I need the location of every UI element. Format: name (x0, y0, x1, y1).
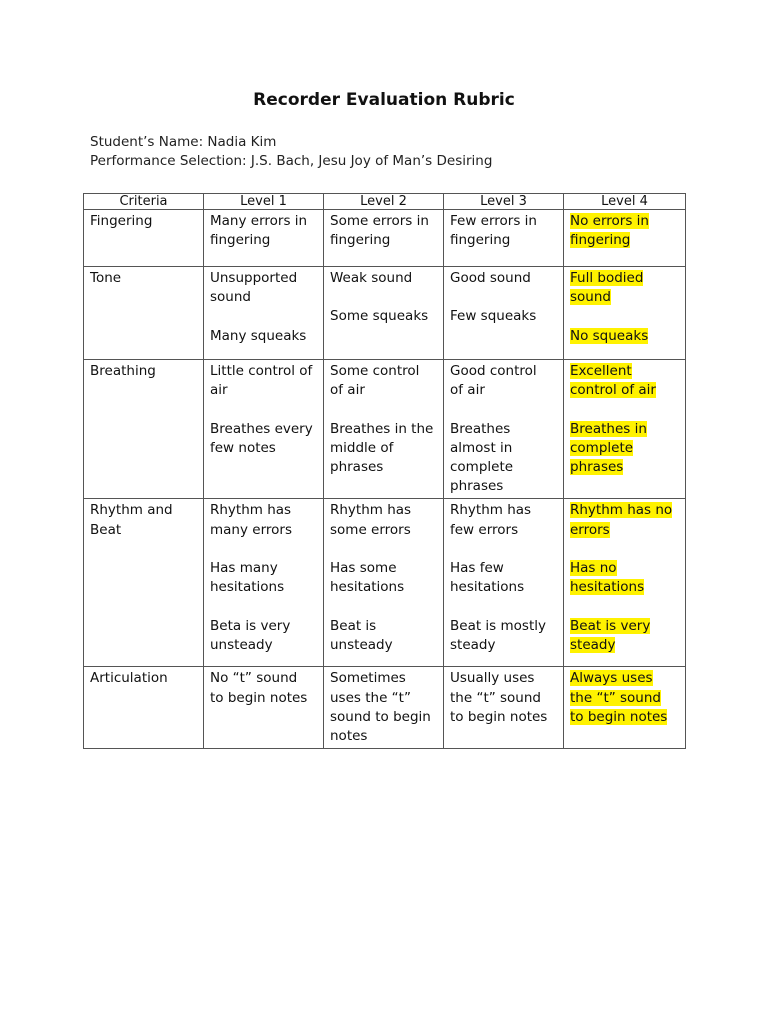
cell-text: many errors (210, 521, 292, 538)
cell-line (570, 578, 683, 597)
blank-line (450, 597, 561, 616)
cell-line (570, 212, 683, 231)
cell-line (330, 636, 441, 655)
cell-line (570, 439, 683, 458)
blank-line (330, 597, 441, 616)
cell-text: Beat is very (570, 617, 651, 634)
cell-line (210, 381, 321, 400)
cell-text: No errors in (570, 213, 649, 229)
header-level-3: Level 3 (444, 194, 564, 210)
cell-text: Excellent (570, 363, 632, 379)
cell-line (570, 458, 683, 477)
table-row-rhythm-and-beat (84, 499, 686, 667)
cell-line (450, 362, 561, 381)
blank-line (330, 400, 441, 419)
cell-text: Breathes every (210, 420, 313, 437)
blank-line (450, 288, 561, 307)
performance-selection-line: Performance Selection: J.S. Bach, Jesu Joy of Man’s Desiring (90, 153, 493, 169)
cell-text: phrases (570, 459, 624, 475)
document-title: Recorder Evaluation Rubric (253, 90, 515, 110)
blank-line (570, 597, 683, 616)
table-row-articulation (84, 667, 686, 749)
cell-text: Always uses (570, 670, 653, 687)
cell-line (570, 669, 683, 688)
header-level-1: Level 1 (204, 194, 324, 210)
cell-line (210, 521, 321, 540)
cell-text: Has no (570, 560, 617, 576)
table-row-tone (84, 267, 686, 360)
level-3-cell (444, 360, 564, 499)
blank-line (210, 597, 321, 616)
cell-text: to begin notes (450, 708, 548, 725)
cell-text: errors (570, 521, 610, 538)
cell-text: phrases (450, 478, 504, 495)
cell-text: fingering (450, 232, 511, 249)
table-row-fingering (84, 210, 686, 267)
cell-text: control of air (570, 382, 656, 399)
cell-text: Breathes in (570, 420, 647, 437)
level-3-cell (444, 267, 564, 360)
cell-line (210, 578, 321, 597)
cell-line (450, 307, 561, 326)
cell-text: Sometimes (330, 670, 406, 687)
cell-text: the “t” sound (570, 689, 661, 706)
level-4-cell (564, 267, 686, 360)
cell-line (570, 362, 683, 381)
cell-text: Many squeaks (210, 327, 307, 344)
cell-line (450, 212, 561, 231)
cell-line (450, 708, 561, 727)
cell-text: hesitations (450, 579, 525, 596)
cell-text: Few errors in (450, 213, 537, 229)
cell-text: hesitations (210, 579, 285, 596)
cell-line (210, 636, 321, 655)
cell-text: middle of (330, 439, 394, 456)
cell-line (570, 521, 683, 540)
criteria-cell (84, 267, 204, 360)
cell-line (90, 669, 201, 688)
cell-line (570, 269, 683, 288)
level-2-cell (324, 210, 444, 267)
cell-line (450, 559, 561, 578)
cell-line (330, 708, 441, 727)
cell-line (570, 689, 683, 708)
cell-text: sound to begin (330, 708, 431, 725)
cell-line (90, 362, 201, 381)
criteria-cell (84, 360, 204, 499)
cell-text: few notes (210, 439, 276, 456)
cell-text: complete (450, 459, 514, 475)
header-criteria: Criteria (84, 194, 204, 210)
cell-line (450, 439, 561, 458)
cell-text: Beat is mostly (450, 617, 546, 634)
cell-text: Rhythm has (450, 502, 532, 519)
cell-line (210, 327, 321, 346)
cell-text: Usually uses (450, 670, 535, 687)
cell-text: Beta is very (210, 617, 291, 634)
cell-text: some errors (330, 521, 411, 538)
cell-line (210, 231, 321, 250)
cell-text: to begin notes (570, 708, 668, 725)
cell-line (450, 617, 561, 636)
cell-line (570, 617, 683, 636)
cell-line (330, 212, 441, 231)
blank-line (330, 288, 441, 307)
cell-text: phrases (330, 459, 384, 475)
cell-text: Has some (330, 560, 397, 576)
cell-line (330, 381, 441, 400)
cell-line (570, 288, 683, 307)
cell-text: uses the “t” (330, 689, 411, 706)
cell-line (330, 458, 441, 477)
cell-text: of air (330, 382, 365, 399)
level-4-cell (564, 210, 686, 267)
cell-text: the “t” sound (450, 689, 541, 706)
cell-line (330, 231, 441, 250)
cell-text: to begin notes (210, 689, 308, 706)
criteria-cell (84, 499, 204, 667)
blank-line (570, 307, 683, 326)
cell-text: steady (450, 636, 496, 653)
level-3-cell (444, 499, 564, 667)
cell-text: Beat is (330, 617, 377, 634)
level-2-cell (324, 667, 444, 749)
cell-text: Weak sound (330, 270, 413, 286)
cell-text: air (210, 382, 228, 399)
cell-text: fingering (210, 232, 271, 249)
cell-line (450, 477, 561, 496)
cell-line (210, 212, 321, 231)
cell-text: Few squeaks (450, 308, 537, 325)
cell-line (90, 269, 201, 288)
cell-line (330, 559, 441, 578)
cell-line (570, 501, 683, 520)
cell-text: unsteady (210, 636, 273, 653)
cell-line (450, 231, 561, 250)
criteria-cell (84, 210, 204, 267)
blank-line (570, 540, 683, 559)
table-row-breathing (84, 360, 686, 499)
cell-text: hesitations (570, 579, 645, 596)
cell-text: Tone (90, 270, 122, 286)
cell-text: Has many (210, 560, 278, 576)
cell-text: Breathes in the (330, 420, 434, 437)
cell-text: sound (570, 289, 611, 306)
level-3-cell (444, 210, 564, 267)
cell-text: Some control (330, 363, 420, 379)
cell-line (450, 689, 561, 708)
cell-text: notes (330, 728, 368, 745)
cell-text: Good sound (450, 270, 531, 286)
cell-text: Fingering (90, 213, 153, 229)
cell-text: of air (450, 382, 485, 399)
header-level-4: Level 4 (564, 194, 686, 210)
cell-line (450, 501, 561, 520)
cell-text: Breathing (90, 363, 156, 379)
cell-line (570, 327, 683, 346)
cell-text: Some errors in (330, 213, 429, 229)
level-4-cell (564, 360, 686, 499)
cell-text: few errors (450, 521, 519, 538)
level-2-cell (324, 360, 444, 499)
cell-text: fingering (570, 232, 631, 249)
cell-text: Articulation (90, 670, 168, 687)
blank-line (210, 400, 321, 419)
cell-text: Full bodied (570, 270, 644, 286)
cell-line (210, 689, 321, 708)
cell-line (450, 458, 561, 477)
cell-text: Some squeaks (330, 308, 429, 325)
cell-text: unsteady (330, 636, 393, 653)
cell-line (330, 439, 441, 458)
blank-line (450, 400, 561, 419)
level-1-cell (204, 667, 324, 749)
cell-text: No “t” sound (210, 670, 298, 687)
blank-line (210, 307, 321, 326)
level-4-cell (564, 499, 686, 667)
cell-line (330, 669, 441, 688)
student-name-line: Student’s Name: Nadia Kim (90, 134, 277, 150)
cell-line (450, 420, 561, 439)
cell-line (210, 288, 321, 307)
cell-line (330, 307, 441, 326)
cell-line (210, 669, 321, 688)
level-1-cell (204, 267, 324, 360)
cell-line (450, 521, 561, 540)
level-4-cell (564, 667, 686, 749)
cell-line (450, 269, 561, 288)
cell-line (210, 501, 321, 520)
cell-text: Many errors in (210, 213, 308, 229)
level-2-cell (324, 499, 444, 667)
cell-line (450, 381, 561, 400)
level-1-cell (204, 360, 324, 499)
cell-line (210, 617, 321, 636)
level-3-cell (444, 667, 564, 749)
cell-line (330, 501, 441, 520)
cell-text: sound (210, 289, 251, 306)
cell-text: Beat (90, 521, 122, 538)
cell-text: No squeaks (570, 327, 649, 344)
cell-line (90, 212, 201, 231)
cell-text: Has few (450, 560, 504, 576)
cell-line (330, 617, 441, 636)
cell-line (210, 269, 321, 288)
criteria-cell (84, 667, 204, 749)
blank-line (450, 540, 561, 559)
cell-line (330, 727, 441, 746)
cell-line (570, 231, 683, 250)
cell-line (210, 420, 321, 439)
cell-text: Rhythm and (90, 502, 173, 519)
cell-text: Unsupported (210, 270, 298, 286)
cell-text: hesitations (330, 579, 405, 596)
cell-line (570, 636, 683, 655)
cell-line (450, 578, 561, 597)
cell-line (330, 362, 441, 381)
cell-text: Breathes (450, 420, 511, 437)
cell-text: complete (570, 439, 634, 456)
cell-line (570, 559, 683, 578)
blank-line (210, 540, 321, 559)
cell-line (210, 362, 321, 381)
cell-line (330, 269, 441, 288)
cell-line (210, 439, 321, 458)
cell-line (570, 381, 683, 400)
cell-text: steady (570, 636, 616, 653)
cell-line (570, 420, 683, 439)
level-1-cell (204, 210, 324, 267)
level-1-cell (204, 499, 324, 667)
level-2-cell (324, 267, 444, 360)
cell-line (570, 708, 683, 727)
cell-text: almost in (450, 439, 513, 456)
cell-line (330, 420, 441, 439)
rubric-table (83, 193, 686, 749)
cell-line (330, 578, 441, 597)
cell-text: Rhythm has (330, 502, 412, 519)
cell-line (330, 521, 441, 540)
blank-line (570, 400, 683, 419)
cell-text: Good control (450, 363, 537, 379)
cell-line (90, 501, 201, 520)
header-level-2: Level 2 (324, 194, 444, 210)
cell-text: Little control of (210, 363, 313, 379)
cell-line (210, 559, 321, 578)
cell-text: fingering (330, 232, 391, 249)
cell-line (450, 636, 561, 655)
cell-line (450, 669, 561, 688)
cell-line (90, 521, 201, 540)
blank-line (330, 540, 441, 559)
cell-text: Rhythm has (210, 502, 292, 519)
cell-line (330, 689, 441, 708)
cell-text: Rhythm has no (570, 502, 673, 519)
table-header-row (84, 194, 686, 210)
